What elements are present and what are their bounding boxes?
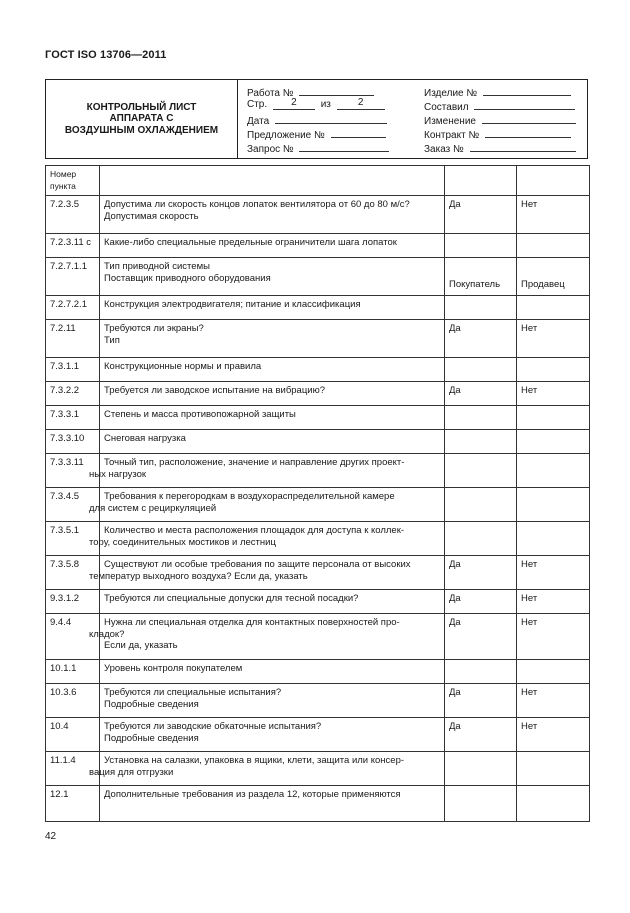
item-number: 7.3.3.1 bbox=[46, 406, 100, 430]
requirement-text bbox=[89, 522, 445, 556]
table-row bbox=[46, 320, 590, 358]
table-row bbox=[46, 234, 590, 258]
table-row bbox=[46, 296, 590, 320]
revision-field bbox=[424, 113, 576, 128]
inquiry-blank bbox=[299, 141, 389, 152]
table-row bbox=[46, 382, 590, 406]
date-field bbox=[247, 113, 387, 128]
item-field bbox=[424, 85, 571, 100]
table-row bbox=[46, 196, 590, 234]
answer-option-b[interactable] bbox=[517, 752, 590, 786]
answer-option-b[interactable] bbox=[517, 430, 590, 454]
answer-option-a[interactable] bbox=[445, 234, 517, 258]
job-number-label: Работа № bbox=[247, 88, 294, 99]
item-number: 7.2.7.1.1 bbox=[46, 258, 100, 296]
answer-option-b[interactable]: Нет bbox=[517, 590, 590, 614]
table-row bbox=[46, 522, 590, 556]
requirement-text bbox=[89, 752, 445, 786]
requirement-line: Снеговая нагрузка bbox=[104, 433, 186, 444]
table-row bbox=[46, 406, 590, 430]
answer-option-a[interactable] bbox=[445, 786, 517, 822]
requirement-text bbox=[100, 684, 445, 718]
requirement-line: Поставщик приводного оборудования bbox=[104, 272, 271, 284]
contract-label: Контракт № bbox=[424, 130, 480, 141]
table-row bbox=[46, 454, 590, 488]
table-row bbox=[46, 258, 590, 296]
requirement-line: Требуется ли заводское испытание на вибрацию? bbox=[104, 385, 325, 396]
table-row bbox=[46, 614, 590, 660]
answer-option-b[interactable]: Нет bbox=[517, 382, 590, 406]
item-number: 7.3.5.8 bbox=[46, 556, 100, 590]
requirement-line: Дополнительные требования из раздела 12, которые применяются bbox=[104, 789, 401, 800]
answer-option-a[interactable] bbox=[445, 660, 517, 684]
answer-option-b[interactable] bbox=[517, 488, 590, 522]
contract-field bbox=[424, 127, 571, 142]
answer-option-b[interactable] bbox=[517, 358, 590, 382]
contract-blank bbox=[485, 127, 571, 138]
requirement-line: ных нагрузок bbox=[89, 468, 147, 480]
page-label: Стр. bbox=[247, 99, 268, 110]
requirement-text bbox=[100, 406, 445, 430]
title-line: ВОЗДУШНЫМ ОХЛАЖДЕНИЕМ bbox=[64, 124, 219, 136]
requirement-line: Требования к перегородкам в воздухораспределительной камере bbox=[104, 491, 395, 502]
answer-option-a[interactable]: Покупатель bbox=[445, 258, 517, 296]
requirement-text bbox=[100, 296, 445, 320]
item-number: 7.3.3.11 bbox=[46, 454, 100, 488]
requirement-line: Если да, указать bbox=[104, 640, 178, 651]
title-line: КОНТРОЛЬНЫЙ ЛИСТ bbox=[86, 101, 197, 113]
order-label: Заказ № bbox=[424, 144, 464, 155]
answer-option-a[interactable]: Да bbox=[445, 382, 517, 406]
requirement-line: вация для отгрузки bbox=[89, 766, 174, 778]
requirement-line: Требуются ли специальные допуски для тесной посадки? bbox=[104, 593, 359, 604]
revision-label: Изменение bbox=[424, 116, 476, 127]
answer-option-b[interactable]: Нет bbox=[517, 196, 590, 234]
answer-option-b[interactable]: Нет bbox=[517, 556, 590, 590]
compiled-by-blank bbox=[474, 99, 575, 110]
requirement-text bbox=[89, 454, 445, 488]
order-blank bbox=[470, 141, 576, 152]
requirement-line: Установка на салазки, упаковка в ящики, клети, защита или консер- bbox=[104, 755, 405, 766]
answer-option-a[interactable] bbox=[445, 430, 517, 454]
answer-option-b[interactable]: Нет bbox=[517, 320, 590, 358]
requirement-text bbox=[100, 258, 445, 296]
requirement-line: Требуются ли заводские обкаточные испытания? bbox=[104, 721, 322, 732]
table-row bbox=[46, 718, 590, 752]
answer-option-a[interactable] bbox=[445, 752, 517, 786]
answer-option-b[interactable] bbox=[517, 454, 590, 488]
requirement-line: Допустимая скорость bbox=[104, 210, 199, 222]
job-number-field bbox=[247, 85, 374, 100]
answer-option-b[interactable]: Нет bbox=[517, 684, 590, 718]
answer-option-b[interactable] bbox=[517, 406, 590, 430]
answer-option-b[interactable]: Продавец bbox=[517, 258, 590, 296]
answer-option-a[interactable]: Да bbox=[445, 590, 517, 614]
requirement-line: Подробные сведения bbox=[104, 698, 199, 710]
item-blank bbox=[483, 85, 571, 96]
answer-option-b[interactable] bbox=[517, 234, 590, 258]
requirement-line: Точный тип, расположение, значение и направление других проект- bbox=[104, 457, 405, 468]
answer-option-b[interactable] bbox=[517, 296, 590, 320]
requirement-text bbox=[100, 320, 445, 358]
requirement-line: Какие-либо специальные предельные ограничители шага лопаток bbox=[104, 237, 397, 248]
table-row bbox=[46, 590, 590, 614]
item-number: 10.3.6 bbox=[46, 684, 100, 718]
answer-option-a[interactable]: Да bbox=[445, 196, 517, 234]
requirement-line: Количество и места расположения площадок для доступа к коллек- bbox=[104, 525, 405, 536]
date-label: Дата bbox=[247, 116, 270, 127]
checklist-table bbox=[45, 165, 590, 822]
item-label: Изделие № bbox=[424, 88, 478, 99]
item-number: 12.1 bbox=[46, 786, 100, 822]
date-blank bbox=[275, 113, 387, 124]
page-of-label: из bbox=[320, 99, 331, 110]
proposal-field bbox=[247, 127, 386, 142]
requirement-line: Конструкция электродвигателя; питание и классификация bbox=[104, 299, 361, 310]
compiled-by-label: Составил bbox=[424, 102, 469, 113]
item-number: 7.3.3.10 bbox=[46, 430, 100, 454]
table-row bbox=[46, 358, 590, 382]
answer-option-a[interactable] bbox=[445, 406, 517, 430]
requirement-line: кладок? bbox=[89, 628, 125, 640]
item-number-header: Номер пункта bbox=[46, 166, 100, 196]
requirement-text bbox=[89, 556, 445, 590]
answer-option-a[interactable] bbox=[445, 522, 517, 556]
answer-option-a[interactable] bbox=[445, 296, 517, 320]
job-number-blank bbox=[299, 85, 374, 96]
answer-option-a[interactable] bbox=[445, 358, 517, 382]
requirement-line: тору, соединительных мостиков и лестниц bbox=[89, 536, 276, 548]
requirement-text bbox=[100, 718, 445, 752]
title-line: АППАРАТА С bbox=[109, 113, 174, 125]
requirement-text bbox=[100, 430, 445, 454]
page-total: 2 bbox=[357, 97, 364, 108]
requirement-line bbox=[104, 801, 440, 813]
answer-option-a[interactable]: Да bbox=[445, 684, 517, 718]
requirement-text bbox=[89, 488, 445, 522]
answer-option-b[interactable] bbox=[517, 786, 590, 822]
requirement-text bbox=[100, 196, 445, 234]
item-number: 7.3.1.1 bbox=[46, 358, 100, 382]
compiled-by-field bbox=[424, 99, 575, 114]
requirement-line: Существуют ли особые требования по защите персонала от высоких bbox=[104, 559, 411, 570]
table-row bbox=[46, 684, 590, 718]
standard-designation: ГОСТ ISO 13706—2011 bbox=[45, 49, 167, 61]
requirement-line: Тип приводной системы bbox=[104, 261, 210, 272]
requirement-text bbox=[100, 590, 445, 614]
title-block bbox=[45, 79, 588, 159]
page-number: 42 bbox=[45, 831, 57, 842]
requirement-text bbox=[100, 234, 445, 258]
answer-option-b[interactable]: Нет bbox=[517, 718, 590, 752]
table-row bbox=[46, 488, 590, 522]
requirement-text bbox=[100, 382, 445, 406]
requirement-line: Конструкционные нормы и правила bbox=[104, 361, 262, 372]
item-number: 7.3.2.2 bbox=[46, 382, 100, 406]
checklist-title bbox=[46, 80, 238, 158]
item-number: 9.3.1.2 bbox=[46, 590, 100, 614]
item-number: 10.4 bbox=[46, 718, 100, 752]
proposal-blank bbox=[331, 127, 386, 138]
answer-option-a[interactable] bbox=[445, 488, 517, 522]
item-number: 10.1.1 bbox=[46, 660, 100, 684]
item-number: 7.2.11 bbox=[46, 320, 100, 358]
table-row bbox=[46, 786, 590, 822]
page-current: 2 bbox=[291, 97, 297, 108]
requirement-text bbox=[100, 358, 445, 382]
item-number: 7.2.7.2.1 bbox=[46, 296, 100, 320]
requirement-line: Допустима ли скорость концов лопаток вентилятора от 60 до 80 м/с? bbox=[104, 199, 410, 210]
inquiry-label: Запрос № bbox=[247, 144, 294, 155]
answer-option-a[interactable]: Да bbox=[445, 718, 517, 752]
table-row bbox=[46, 752, 590, 786]
answer-option-a[interactable] bbox=[445, 454, 517, 488]
answer-option-b[interactable]: Нет bbox=[517, 614, 590, 660]
order-field bbox=[424, 141, 576, 156]
requirement-line: Нужна ли специальная отделка для контактных поверхностей про- bbox=[104, 617, 400, 628]
answer-option-a[interactable]: Да bbox=[445, 614, 517, 660]
answer-option-a[interactable]: Да bbox=[445, 320, 517, 358]
requirement-line: Тип bbox=[104, 334, 120, 346]
requirement-text bbox=[89, 614, 445, 660]
table-header-row bbox=[46, 166, 590, 196]
requirement-line: Требуются ли экраны? bbox=[104, 323, 204, 334]
proposal-label: Предложение № bbox=[247, 130, 325, 141]
page-field bbox=[247, 99, 385, 111]
requirement-text bbox=[100, 786, 445, 822]
answer-option-b[interactable] bbox=[517, 522, 590, 556]
requirement-line: Степень и масса противопожарной защиты bbox=[104, 409, 296, 420]
item-number: 7.3.4.5 bbox=[46, 488, 100, 522]
requirement-text bbox=[100, 660, 445, 684]
table-row bbox=[46, 660, 590, 684]
requirement-line: температур выходного воздуха? Если да, указать bbox=[89, 570, 308, 582]
item-number: 7.2.3.5 bbox=[46, 196, 100, 234]
requirement-line: Уровень контроля покупателем bbox=[104, 663, 243, 674]
requirement-line: для систем с рециркуляцией bbox=[89, 502, 217, 514]
item-number: 7.2.3.11 с bbox=[46, 234, 100, 258]
revision-blank bbox=[482, 113, 576, 124]
inquiry-field bbox=[247, 141, 389, 156]
table-row bbox=[46, 430, 590, 454]
table-row bbox=[46, 556, 590, 590]
answer-option-b[interactable] bbox=[517, 660, 590, 684]
answer-option-a[interactable]: Да bbox=[445, 556, 517, 590]
requirement-line: Подробные сведения bbox=[104, 732, 199, 744]
item-number: 11.1.4 bbox=[46, 752, 100, 786]
item-number: 7.3.5.1 bbox=[46, 522, 100, 556]
requirement-line: Требуются ли специальные испытания? bbox=[104, 687, 282, 698]
item-number: 9.4.4 bbox=[46, 614, 100, 660]
